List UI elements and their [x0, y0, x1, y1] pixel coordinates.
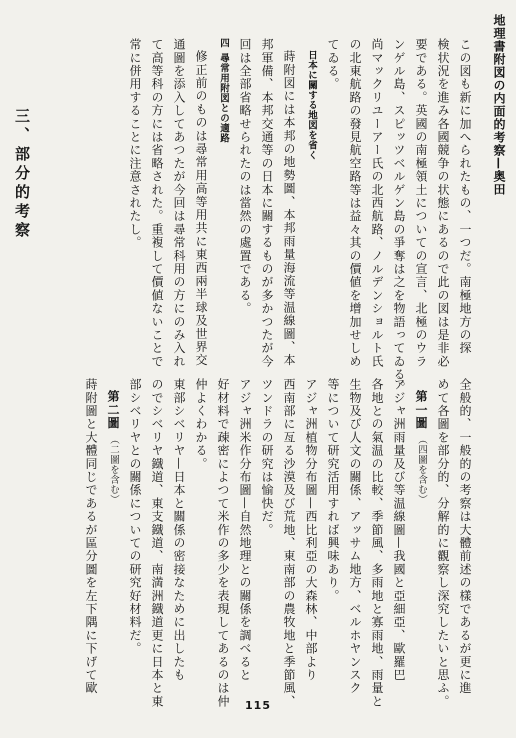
subheading: [410, 378, 432, 688]
text-line: 等について研究活用すれば興味あり。: [326, 378, 340, 603]
text-line: てゐる。: [326, 38, 340, 91]
text-line: アジャ洲植物分布圖—西比利亞の大森林、中部より: [304, 378, 318, 682]
text-line: 好材料で疎密によつて米作の多少を表現してあるのは仲: [216, 378, 230, 708]
upper-text-block: [18, 38, 476, 395]
subheading-note: （四圖を含む）: [416, 434, 427, 505]
text-line: て高等科の方には省略された。重複して價値ないことで: [150, 38, 164, 368]
text-line: 部シベリヤとの關係についての研究好材料だ。: [128, 378, 142, 656]
text-line: の北東航路の發見航空路等は益々其の價値を增加せしめ: [348, 38, 362, 368]
text-line: 各地との氣温の比較、季節風、多雨地と寡雨地、雨量と: [370, 378, 384, 708]
subheading-label: 尋常用附図との適路: [218, 53, 229, 144]
text-line: アジャ洲米作分布圖—自然地理との關係を調べると: [238, 378, 252, 682]
text-line: 検状況を進み各國競争の状態にあるので此の図は是非必: [436, 38, 450, 368]
text-line: 生物及び人文の關係、アッサム地方、ベルホヤンスク: [348, 378, 362, 695]
text-line: 全般的、一般的の考察は大體前述の樣であるが更に進: [458, 378, 472, 695]
text-line: アジャ洲雨量及び等温線圖—我國と亞細亞、歐羅巴: [392, 378, 406, 682]
subheading: [300, 38, 322, 348]
text-line: 修正前のものは尋常用高等用共に東西兩半球及世界交: [194, 50, 208, 367]
subheading-label: 第二圖: [106, 390, 120, 430]
subheading-label: 第一圖: [414, 390, 428, 430]
subheading-note: （二圖を含む）: [108, 434, 119, 505]
text-line: 要である。英國の南極領土についての宣言、北極のウラ: [414, 38, 428, 368]
subheading: [212, 38, 234, 348]
text-line: 蒔附図には本邦の地勢圖、本邦雨量海流等温線圖、本: [282, 50, 296, 367]
text-line: 仲よくわかる。: [194, 378, 208, 471]
text-line: 邦軍備、本邦交通等の日本に關するものが多かつたが今: [260, 38, 274, 368]
text-line: 通圖を添入してあつたが今回は尋常科用の方にのみ入れ: [172, 38, 186, 368]
running-header: 地理書附図の内面的考察—奥田: [492, 14, 506, 196]
text-line: 尚マックリユーアー氏の北西航路、ノルデンショルト氏: [370, 38, 384, 368]
subheading: [102, 378, 124, 688]
subheading-mark: 四: [218, 38, 229, 48]
subheading-label: 日本に關する地図を省く: [306, 50, 317, 160]
text-line: ツンドラの研究は愉快だ。: [260, 378, 274, 537]
text-line: のでシベリヤ鐡道、東支鐡道、南満洲鐡道更に日本と東: [150, 378, 164, 708]
text-line: ンゲル島、スピッツベルゲン島の爭奪は之を物語ってゐる。: [392, 38, 406, 395]
text-line: 蒔附圖と大體同じであるが區分圖を左下隅に下げて歐: [84, 378, 98, 695]
text-line: 回は全部省略せられたのは當然の處置である。: [238, 38, 252, 316]
text-line: 東部シベリヤ—日本と關係の密接なために出したも: [172, 378, 186, 682]
text-line: この図も新に加へられたもの、一つだ。南極地方の探: [458, 38, 472, 355]
text-line: 常に併用することに注意されたし。: [128, 38, 142, 250]
text-line: めて各圖を部分的、分解的に觀察し深究したいと思ふ。: [436, 378, 450, 708]
text-line: 西南部に亙る沙漠及び荒地、東南部の農牧地と季節風、: [282, 378, 296, 708]
section-heading: 三、部分的考察: [13, 108, 31, 241]
page-number: 115: [245, 699, 271, 712]
